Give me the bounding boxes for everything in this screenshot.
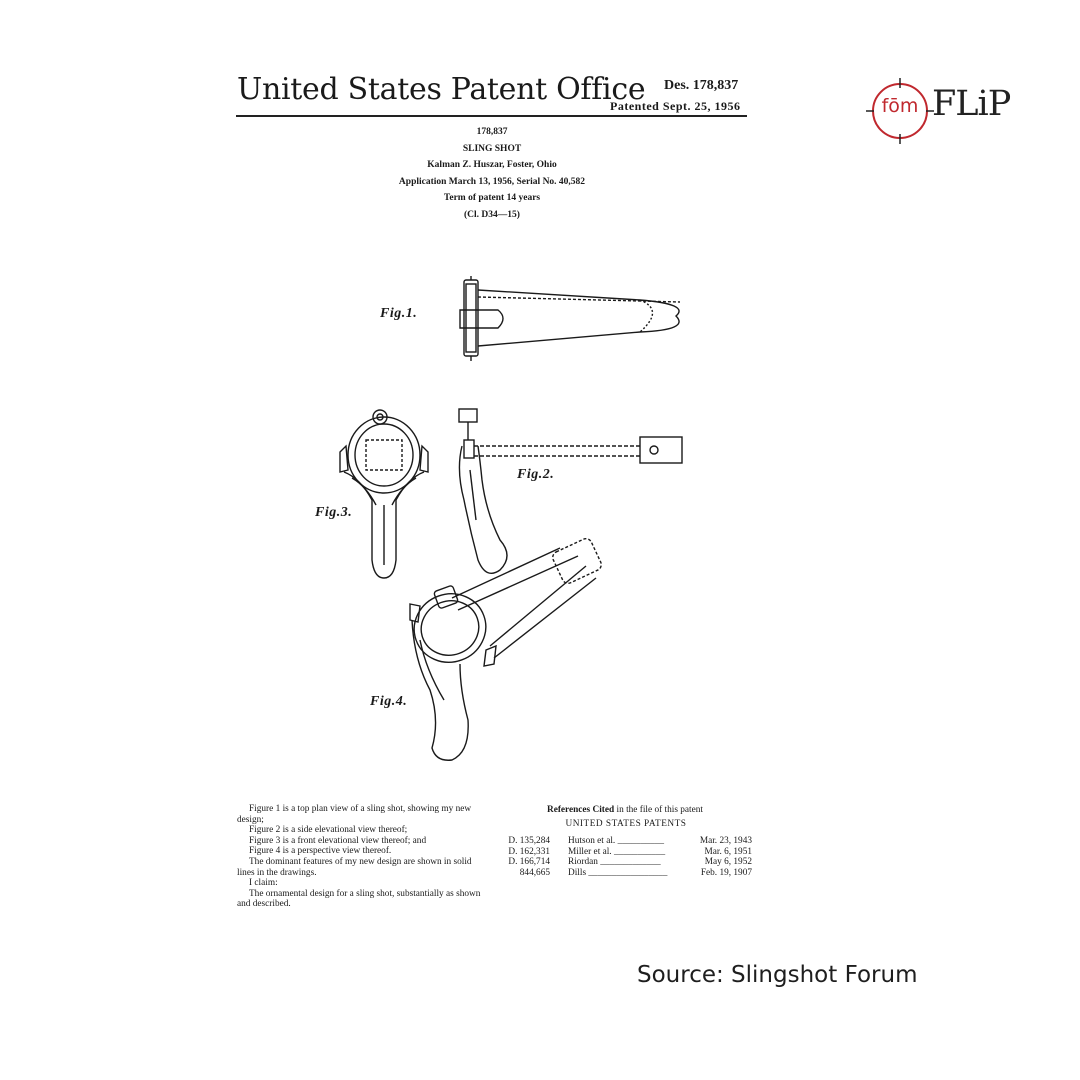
table-row (500, 847, 752, 858)
ref-name: Miller et al. ___________ (568, 846, 666, 857)
ref-date: Mar. 23, 1943 (699, 836, 752, 846)
references-title (498, 805, 752, 815)
patent-title: SLING SHOT (462, 143, 522, 154)
patented-date: Patented Sept. 25, 1956 (610, 99, 741, 113)
table-row (500, 857, 752, 868)
figure-3-drawing (340, 410, 428, 578)
table-row (500, 868, 752, 879)
figure-3-label: Fig.3. (315, 505, 353, 520)
description-line-4: Figure 4 is a perspective view thereof. (249, 846, 392, 857)
figure-4-label: Fig.4. (370, 694, 408, 709)
ref-name: Hutson et al. __________ (568, 836, 665, 846)
table-row (500, 836, 752, 847)
design-number: Des. 178,837 (664, 78, 739, 93)
description-line-7: The ornamental design for a sling shot, substantially as shown and described. (237, 888, 481, 910)
figure-description (237, 804, 487, 910)
ref-number: D. 135,284 (508, 836, 550, 846)
classification: (Cl. D34—15) (464, 209, 520, 220)
ref-number: D. 162,331 (508, 846, 550, 857)
source-caption: Source: Slingshot Forum (637, 962, 918, 988)
application-line: Application March 13, 1956, Serial No. 40,582 (398, 176, 586, 187)
patent-number: 178,837 (476, 127, 508, 137)
description-line-1: Figure 1 is a top plan view of a sling shot, showing my new design; (237, 804, 472, 825)
ref-number: D. 166,714 (508, 857, 550, 868)
references-subtitle: UNITED STATES PATENTS (565, 819, 687, 829)
ref-date: Feb. 19, 1907 (700, 867, 752, 878)
description-line-2: Figure 2 is a side elevational view thereof; (249, 825, 408, 836)
logo-inner-text: fōm (881, 95, 919, 117)
patent-office-title: United States Patent Office (237, 72, 646, 107)
references-title-rest: in the file of this patent (614, 805, 704, 815)
figure-1-drawing (460, 276, 680, 361)
figure-1-label: Fig.1. (380, 306, 418, 321)
ref-date: May 6, 1952 (704, 857, 752, 868)
inventor: Kalman Z. Huszar, Foster, Ohio (427, 160, 557, 171)
references-title-bold: References Cited (546, 805, 615, 815)
logo-outer-text: FLiP (932, 84, 1011, 124)
figure-2-label: Fig.2. (517, 467, 555, 482)
references-cited (500, 805, 752, 878)
term-line: Term of patent 14 years (443, 193, 541, 204)
description-line-6: I claim: (249, 878, 278, 889)
references-table (500, 836, 752, 878)
figure-2-drawing (459, 409, 682, 573)
ref-name: Riordan _____________ (568, 857, 661, 868)
figure-4-drawing (405, 537, 604, 761)
ref-number: 844,665 (519, 867, 550, 878)
ref-date: Mar. 6, 1951 (704, 846, 752, 857)
description-line-5: The dominant features of my new design are shown in solid lines in the drawings. (237, 856, 472, 878)
description-line-3: Figure 3 is a front elevational view thereof; and (249, 835, 427, 846)
ref-name: Dills _________________ (568, 867, 668, 878)
